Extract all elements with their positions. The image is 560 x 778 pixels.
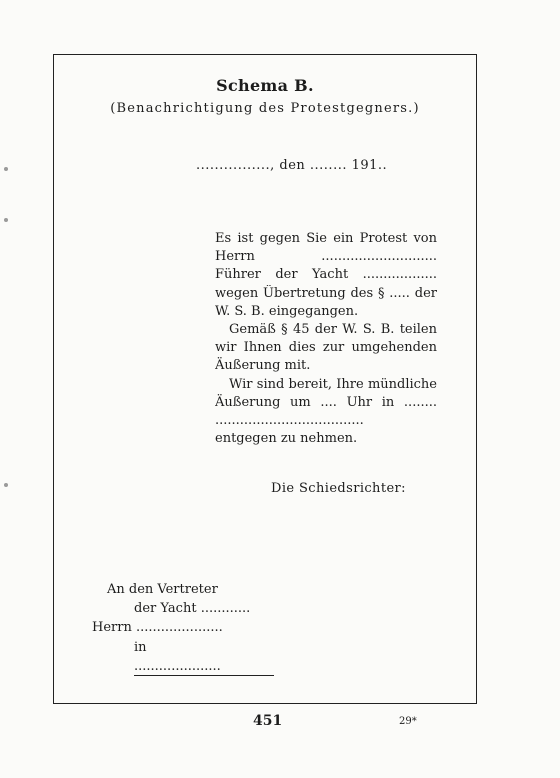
date-line: ................, den ........ 191.. [196,158,388,173]
scan-speck [4,218,8,222]
body-line: Äußerung um .... Uhr in ........ [215,394,437,410]
body-line: Wir sind bereit, Ihre mündliche [229,376,437,392]
scan-speck [4,483,8,487]
signature-label: Die Schiedsrichter: [271,481,406,496]
address-line: Herrn ..................... [92,620,223,635]
body-line: .................................... [215,413,364,429]
scan-speck [4,167,8,171]
notice-body [215,230,437,448]
page-number: 451 [253,713,283,729]
body-line: entgegen zu nehmen. [215,431,358,447]
body-line: Herrn ............................ [215,249,437,265]
body-line: wir Ihnen dies zur umgehenden [215,340,437,356]
form-subtitle: (Benachrichtigung des Protestgegners.) [110,101,420,116]
body-line: Gemäß § 45 der W. S. B. teilen [229,322,437,338]
body-line: Es ist gegen Sie ein Protest von [215,231,437,246]
address-line: in [134,640,147,655]
body-line: Äußerung mit. [215,358,311,374]
address-line: der Yacht ............ [134,601,251,616]
body-line: W. S. B. eingegangen. [215,303,359,319]
address-line: ..................... [134,659,221,674]
address-rule [134,675,274,676]
form-title: Schema B. [216,76,314,95]
sheet-signature-mark: 29* [399,716,417,727]
body-line: Führer der Yacht .................. [215,267,437,283]
body-line: wegen Übertretung des § ..... der [215,285,437,301]
address-line: An den Vertreter [107,582,218,597]
